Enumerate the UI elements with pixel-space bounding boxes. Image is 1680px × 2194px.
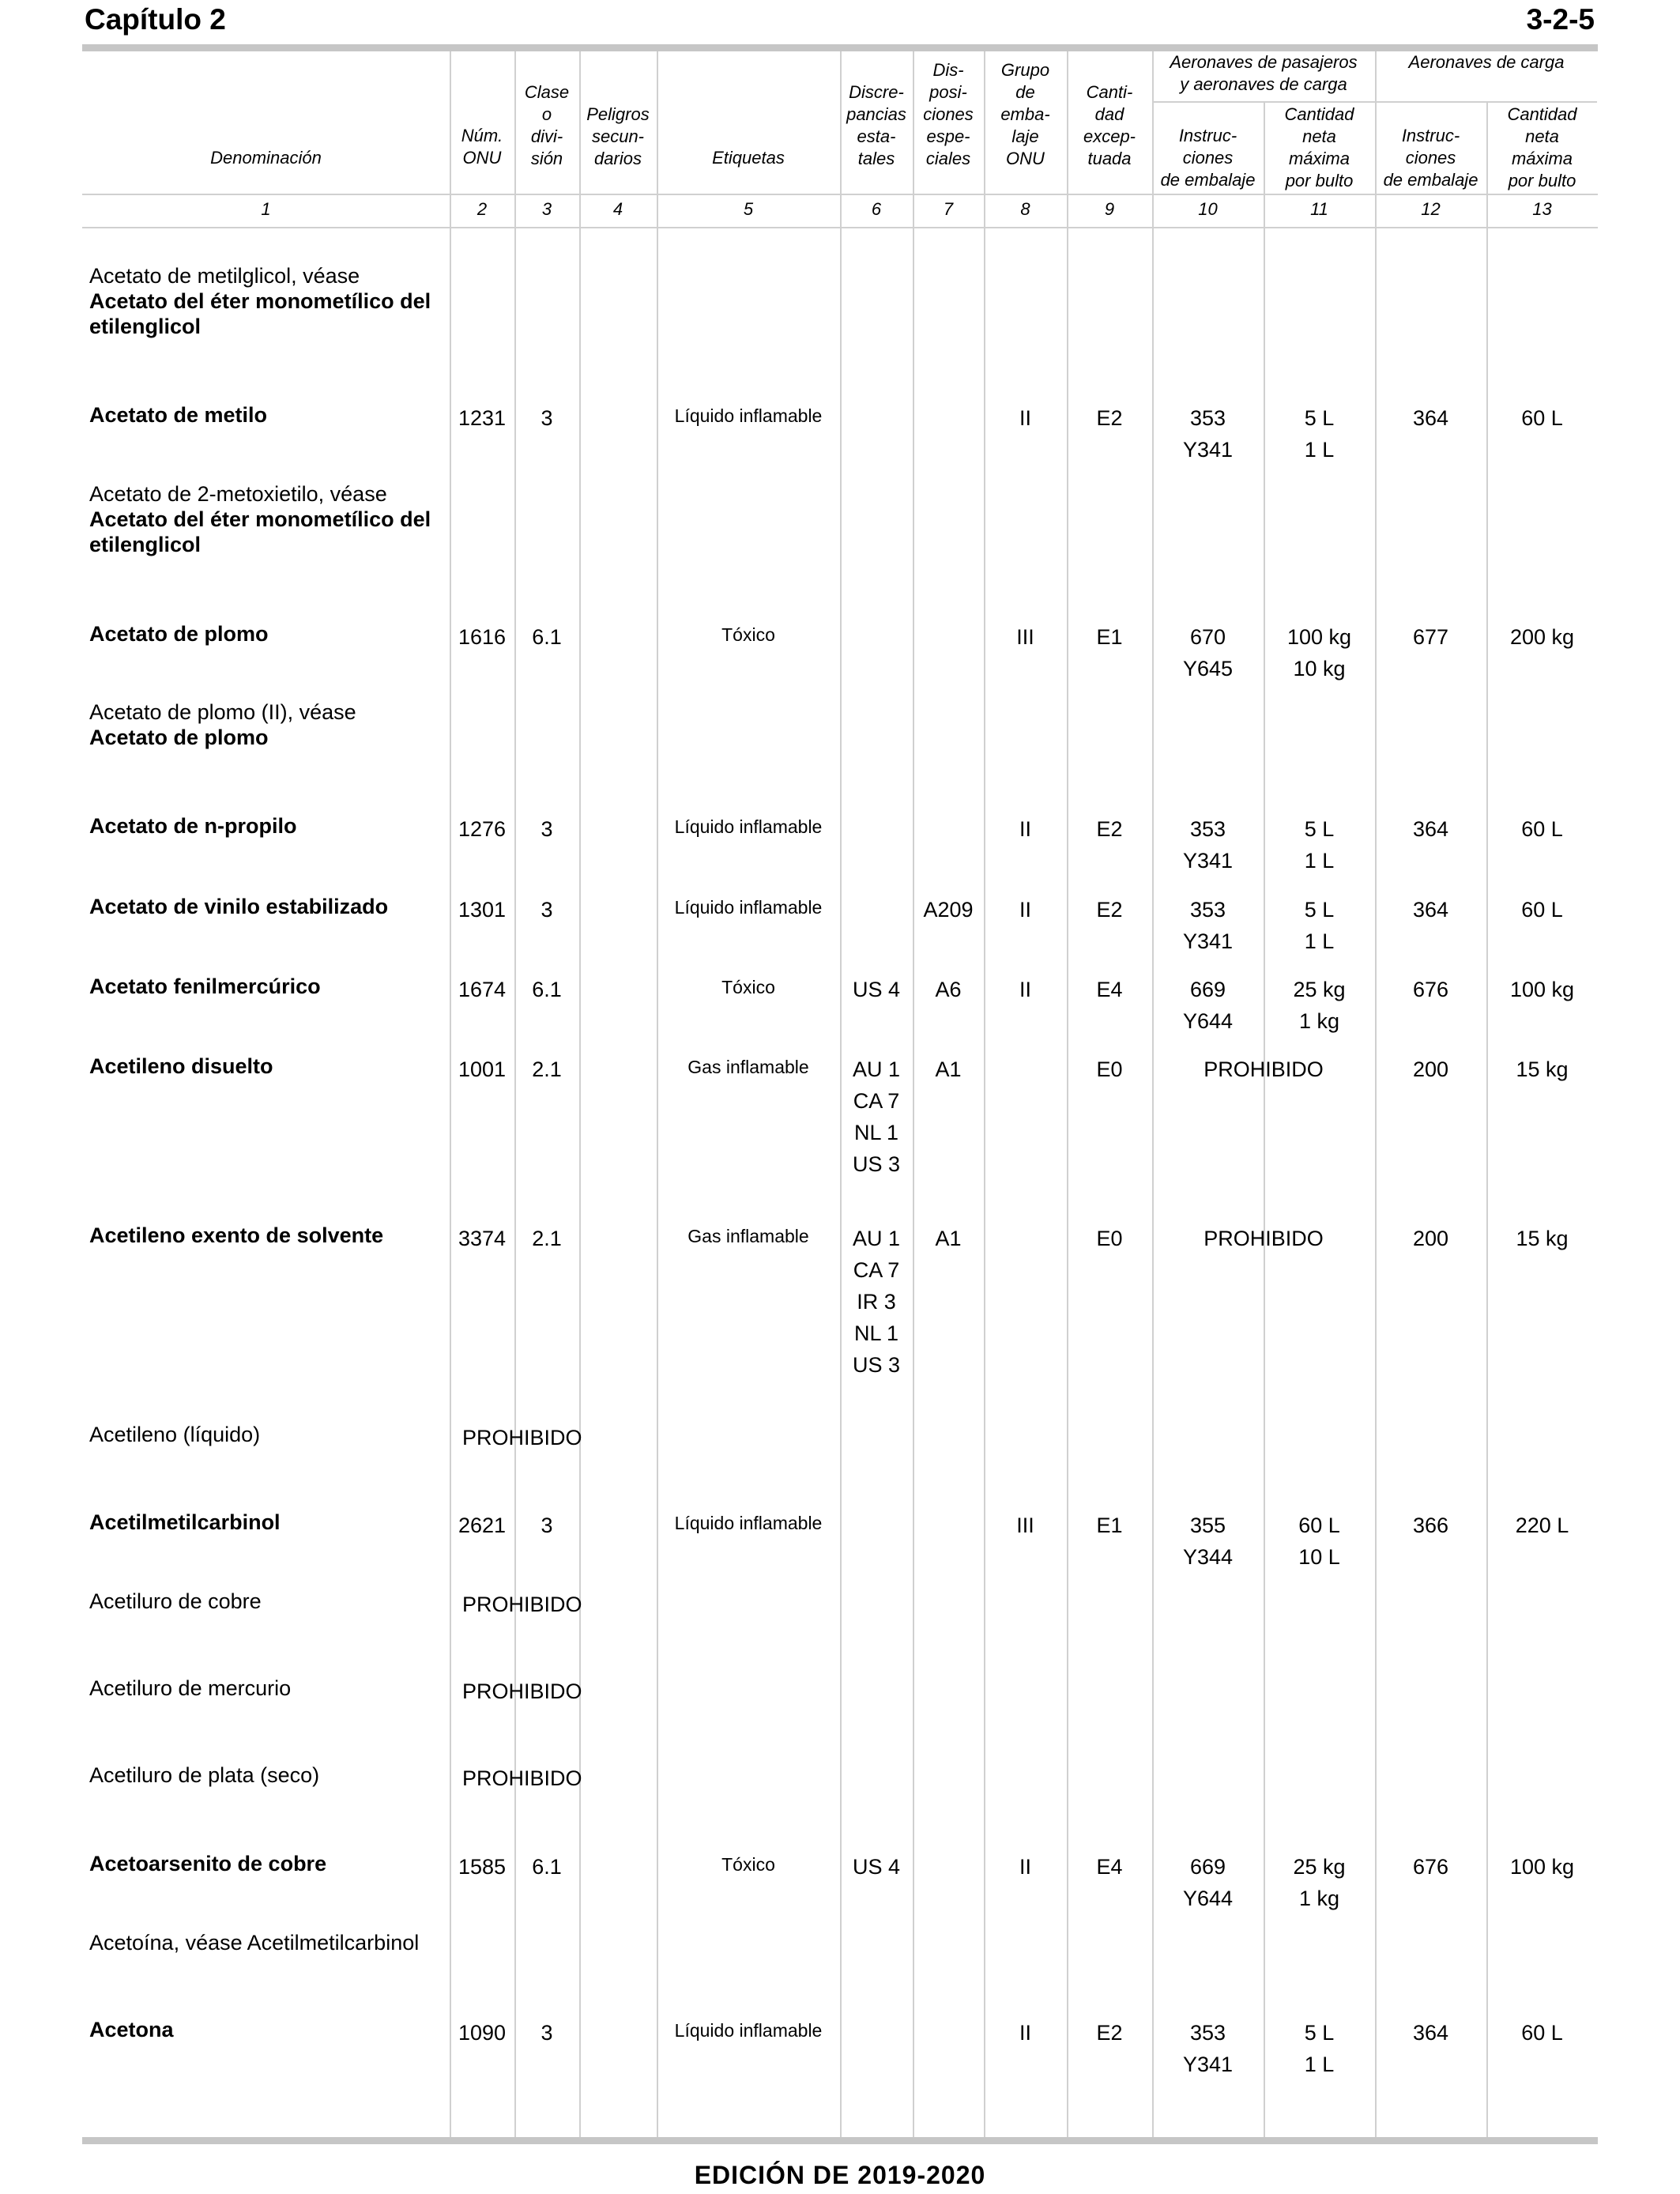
column-number: 11	[1310, 199, 1328, 219]
header-line: máxima	[1288, 149, 1350, 168]
value: 353	[1189, 817, 1226, 841]
max-quantity-cargo: 60 L	[1521, 2021, 1563, 2045]
value: 1 L	[1304, 438, 1335, 462]
substance-name	[89, 481, 445, 557]
header-divider	[82, 194, 1598, 195]
header-line: de	[1015, 82, 1035, 102]
value: Y644	[1182, 1887, 1234, 1910]
reference-text: Acetato de 2-metoxietilo, véase	[89, 482, 387, 506]
max-quantity-cargo: 60 L	[1521, 406, 1563, 430]
substance-name: Acetato fenilmercúrico	[89, 974, 321, 998]
header-line: ciones	[1182, 148, 1234, 168]
value: 5 L	[1304, 2021, 1335, 2045]
value: CA 7	[853, 1258, 900, 1282]
prohibited-label: PROHIBIDO	[462, 1593, 582, 1616]
value: 25 kg	[1293, 1855, 1346, 1879]
header-line: ciones	[923, 104, 974, 124]
col-divider	[1375, 51, 1377, 2137]
header-peligros	[579, 104, 657, 170]
header-line: Instruc-	[1401, 126, 1460, 145]
header-line: Instruc-	[1178, 126, 1237, 145]
header-line: tuada	[1087, 149, 1132, 168]
header-line: Cantidad	[1507, 104, 1577, 124]
header-group-carga: Aeronaves de carga	[1408, 52, 1565, 72]
packing-group: II	[1019, 2021, 1031, 2045]
column-number: 8	[1020, 199, 1030, 219]
value: NL 1	[853, 1121, 899, 1144]
substance-name: Acetiluro de cobre	[89, 1589, 262, 1613]
hazard-class: 3	[541, 406, 553, 430]
hazard-label: Líquido inflamable	[674, 2020, 823, 2041]
substance-name: Acetato de vinilo estabilizado	[89, 895, 389, 918]
header-line: o	[541, 104, 552, 124]
packing-instruction-pax	[1152, 621, 1264, 684]
column-number: 7	[943, 199, 954, 219]
hazard-class: 6.1	[532, 1855, 562, 1879]
substance-name: Acetileno exento de solvente	[89, 1223, 384, 1247]
max-quantity-pax	[1264, 1851, 1375, 1914]
prohibited-label: PROHIBIDO	[462, 1426, 582, 1449]
header-line: Núm.	[461, 126, 503, 145]
special-provision: A209	[923, 898, 974, 922]
max-quantity-cargo: 220 L	[1515, 1514, 1569, 1537]
substance-name: Acetato de n-propilo	[89, 814, 297, 838]
excepted-quantity: E2	[1096, 406, 1123, 430]
header-line: Peligros	[586, 104, 650, 124]
special-provision: A6	[935, 978, 962, 1001]
header-line: darios	[594, 149, 642, 168]
column-number: 3	[541, 199, 552, 219]
value: Y344	[1182, 1545, 1234, 1569]
max-quantity-pax	[1264, 974, 1375, 1037]
header-divider	[82, 227, 1598, 228]
packing-instruction-cargo: 364	[1412, 817, 1449, 841]
max-quantity-pax	[1264, 2017, 1375, 2080]
header-cantidad-neta-carga	[1486, 104, 1598, 192]
value: Y645	[1182, 657, 1234, 680]
value: US 3	[852, 1152, 901, 1176]
max-quantity-pax	[1264, 402, 1375, 466]
header-etiquetas: Etiquetas	[712, 148, 785, 168]
header-line: y aeronaves de carga	[1180, 74, 1347, 94]
header-line: Aeronaves de pasajeros	[1170, 52, 1358, 72]
packing-instruction-pax	[1152, 1851, 1264, 1914]
value: 669	[1189, 1855, 1226, 1879]
header-line: Grupo	[1000, 60, 1050, 80]
un-number: 3374	[458, 1227, 507, 1250]
header-line: sión	[530, 149, 563, 168]
reference-text: Acetato de plomo (II), véase	[89, 700, 356, 724]
hazard-label: Líquido inflamable	[674, 405, 823, 426]
value: 353	[1189, 898, 1226, 922]
chapter-title: Capítulo 2	[85, 3, 226, 36]
col-divider	[514, 51, 516, 2137]
hazard-label: Tóxico	[721, 624, 775, 645]
value: 353	[1189, 406, 1226, 430]
un-number: 1090	[458, 2021, 507, 2045]
max-quantity-cargo: 15 kg	[1516, 1227, 1569, 1250]
header-line: pancias	[846, 104, 906, 124]
hazard-class: 3	[541, 898, 553, 922]
value: 1 L	[1304, 929, 1335, 953]
excepted-quantity: E0	[1096, 1057, 1123, 1081]
hazard-label: Líquido inflamable	[674, 897, 823, 918]
value: 355	[1189, 1514, 1226, 1537]
excepted-quantity: E1	[1096, 1514, 1123, 1537]
header-line: ciones	[1405, 148, 1456, 168]
hazard-class: 6.1	[532, 978, 562, 1001]
packing-group: II	[1019, 406, 1031, 430]
value: 10 L	[1298, 1545, 1340, 1569]
un-number: 2621	[458, 1514, 507, 1537]
excepted-quantity: E2	[1096, 2021, 1123, 2045]
un-number: 1276	[458, 817, 507, 841]
col-divider	[657, 51, 658, 2137]
hazard-label: Líquido inflamable	[674, 1513, 823, 1533]
value: 5 L	[1304, 406, 1335, 430]
packing-instruction-cargo: 676	[1412, 978, 1449, 1001]
col-divider	[984, 51, 985, 2137]
packing-group: III	[1016, 1514, 1034, 1537]
header-line: neta	[1302, 126, 1336, 146]
column-number: 13	[1532, 199, 1552, 219]
header-cantidad-exceptuada	[1067, 81, 1152, 170]
substance-name: Acetato de metilo	[89, 403, 268, 427]
value: 5 L	[1304, 898, 1335, 922]
reference-text: Acetato de metilglicol, véase	[89, 264, 360, 288]
max-quantity-cargo: 15 kg	[1516, 1057, 1569, 1081]
header-line: emba-	[1000, 104, 1050, 124]
column-number: 6	[871, 199, 882, 219]
col-divider	[579, 51, 581, 2137]
column-number: 2	[477, 199, 488, 219]
state-variations	[840, 1223, 913, 1381]
value: IR 3	[857, 1290, 896, 1314]
max-quantity-pax	[1264, 1510, 1375, 1573]
column-number: 9	[1104, 199, 1115, 219]
value: AU 1	[852, 1227, 901, 1250]
column-number: 1	[261, 199, 271, 219]
special-provision: A1	[935, 1227, 962, 1250]
header-line: por bulto	[1285, 171, 1354, 190]
group-divider	[1152, 101, 1597, 103]
value: Y341	[1182, 438, 1234, 462]
value: 1 L	[1304, 2053, 1335, 2076]
header-line: excep-	[1083, 126, 1136, 146]
page-number: 3-2-5	[1526, 3, 1595, 36]
header-grupo	[984, 59, 1067, 170]
packing-group: II	[1019, 817, 1031, 841]
special-provision: A1	[935, 1057, 962, 1081]
reference-target: Acetato del éter monometílico del etilenglicol	[89, 507, 431, 556]
packing-instruction-cargo: 677	[1412, 625, 1449, 649]
packing-instruction-pax	[1152, 1510, 1264, 1573]
bottom-rule	[82, 2137, 1598, 2144]
header-line: por bulto	[1508, 171, 1576, 190]
header-line: Cantidad	[1284, 104, 1354, 124]
forbidden-pax: PROHIBIDO	[1203, 1227, 1324, 1250]
value: Y341	[1182, 929, 1234, 953]
un-number: 1231	[458, 406, 507, 430]
page-header	[83, 0, 1596, 44]
hazard-label: Tóxico	[721, 1854, 775, 1875]
column-number: 5	[743, 199, 754, 219]
substance-name: Acetona	[89, 2018, 174, 2041]
un-number: 1616	[458, 625, 507, 649]
header-line: espe-	[926, 126, 970, 146]
max-quantity-cargo: 100 kg	[1509, 978, 1575, 1001]
max-quantity-cargo: 60 L	[1521, 898, 1563, 922]
header-line: posi-	[929, 82, 967, 102]
header-line: secun-	[591, 126, 645, 146]
max-quantity-pax	[1264, 894, 1375, 957]
header-line: ONU	[1006, 149, 1045, 168]
header-line: laje	[1011, 126, 1039, 146]
reference-target: Acetato de plomo	[89, 726, 269, 749]
header-line: Canti-	[1086, 82, 1133, 102]
packing-instruction-cargo: 364	[1412, 2021, 1449, 2045]
substance-name: Acetileno (líquido)	[89, 1423, 261, 1446]
value: 670	[1189, 625, 1226, 649]
excepted-quantity: E4	[1096, 1855, 1123, 1879]
excepted-quantity: E2	[1096, 898, 1123, 922]
column-number: 4	[612, 199, 623, 219]
value: 5 L	[1304, 817, 1335, 841]
value: NL 1	[853, 1321, 899, 1345]
col-divider	[450, 51, 451, 2137]
packing-instruction-cargo: 200	[1412, 1227, 1449, 1250]
col-divider	[1152, 51, 1154, 2137]
header-line: ONU	[462, 148, 502, 168]
max-quantity-pax	[1264, 621, 1375, 684]
un-number: 1585	[458, 1855, 507, 1879]
excepted-quantity: E0	[1096, 1227, 1123, 1250]
substance-name: Acetiluro de plata (seco)	[89, 1763, 320, 1787]
column-number: 10	[1198, 199, 1218, 219]
header-disposiciones	[913, 59, 984, 170]
value: CA 7	[853, 1089, 900, 1113]
header-denominacion: Denominación	[210, 148, 322, 168]
column-number: 12	[1421, 199, 1441, 219]
packing-instruction-pax	[1152, 894, 1264, 957]
packing-group: III	[1016, 625, 1034, 649]
packing-instruction-cargo: 364	[1412, 898, 1449, 922]
header-num-onu	[450, 125, 514, 169]
packing-instruction-cargo: 366	[1412, 1514, 1449, 1537]
substance-name: Acetoarsenito de cobre	[89, 1852, 327, 1875]
value: 10 kg	[1293, 657, 1346, 680]
substance-name	[89, 263, 445, 339]
value: AU 1	[852, 1057, 901, 1081]
header-discrepancias	[840, 81, 913, 170]
header-instrucciones	[1152, 125, 1264, 191]
header-line: de embalaje	[1383, 170, 1478, 190]
value: Y644	[1182, 1009, 1234, 1033]
un-number: 1301	[458, 898, 507, 922]
header-clase	[514, 81, 579, 170]
value: 100 kg	[1286, 625, 1352, 649]
substance-name: Acetilmetilcarbinol	[89, 1510, 281, 1534]
value: 1 L	[1304, 849, 1335, 873]
packing-instruction-pax	[1152, 813, 1264, 876]
value: 669	[1189, 978, 1226, 1001]
header-line: Clase	[524, 82, 570, 102]
packing-instruction-cargo: 364	[1412, 406, 1449, 430]
value: US 3	[852, 1353, 901, 1377]
hazard-class: 3	[541, 2021, 553, 2045]
packing-group: II	[1019, 898, 1031, 922]
header-line: divi-	[530, 126, 563, 146]
value: 60 L	[1298, 1514, 1340, 1537]
prohibited-label: PROHIBIDO	[462, 1766, 582, 1790]
hazard-label: Líquido inflamable	[674, 816, 823, 837]
header-line: tales	[857, 149, 895, 168]
header-line: neta	[1525, 126, 1559, 146]
header-line: dad	[1094, 104, 1124, 124]
max-quantity-cargo: 100 kg	[1509, 1855, 1575, 1879]
hazard-class: 3	[541, 817, 553, 841]
state-variation: US 4	[852, 1855, 901, 1879]
hazard-label: Gas inflamable	[687, 1057, 809, 1077]
substance-name: Acetiluro de mercurio	[89, 1676, 292, 1700]
excepted-quantity: E1	[1096, 625, 1123, 649]
header-line: Discre-	[849, 82, 904, 102]
header-line: máxima	[1511, 149, 1573, 168]
reference-target: Acetato del éter monometílico del etilenglicol	[89, 289, 431, 338]
un-number: 1001	[458, 1057, 507, 1081]
header-group-pasajeros	[1152, 51, 1375, 96]
value: 353	[1189, 2021, 1226, 2045]
header-instrucciones-carga	[1375, 125, 1486, 191]
header-line: de embalaje	[1160, 170, 1256, 190]
value: Y341	[1182, 849, 1234, 873]
col-divider	[1067, 51, 1068, 2137]
packing-group: II	[1019, 978, 1031, 1001]
substance-name: Acetoína, véase Acetilmetilcarbinol	[89, 1931, 420, 1955]
packing-instruction-pax	[1152, 402, 1264, 466]
packing-group: II	[1019, 1855, 1031, 1879]
max-quantity-cargo: 200 kg	[1509, 625, 1575, 649]
value: 25 kg	[1293, 978, 1346, 1001]
packing-instruction-cargo: 200	[1412, 1057, 1449, 1081]
header-line: esta-	[857, 126, 896, 146]
header-cantidad-neta	[1264, 104, 1375, 192]
excepted-quantity: E2	[1096, 817, 1123, 841]
forbidden-pax: PROHIBIDO	[1203, 1057, 1324, 1081]
hazard-class: 2.1	[532, 1227, 562, 1250]
excepted-quantity: E4	[1096, 978, 1123, 1001]
hazard-class: 3	[541, 1514, 553, 1537]
hazard-label: Tóxico	[721, 977, 775, 997]
packing-instruction-pax	[1152, 2017, 1264, 2080]
header-line: Dis-	[932, 60, 964, 80]
value: Y341	[1182, 2053, 1234, 2076]
edition-footer: EDICIÓN DE 2019-2020	[694, 2161, 986, 2189]
prohibited-label: PROHIBIDO	[462, 1679, 582, 1703]
substance-name: Acetato de plomo	[89, 622, 269, 646]
un-number: 1674	[458, 978, 507, 1001]
top-rule	[82, 44, 1598, 51]
max-quantity-pax	[1264, 813, 1375, 876]
state-variation: US 4	[852, 978, 901, 1001]
packing-instruction-cargo: 676	[1412, 1855, 1449, 1879]
packing-instruction-pax	[1152, 974, 1264, 1037]
hazard-label: Gas inflamable	[687, 1226, 809, 1246]
state-variations	[840, 1054, 913, 1180]
value: 1 kg	[1298, 1887, 1340, 1910]
substance-name	[89, 699, 445, 750]
substance-name: Acetileno disuelto	[89, 1054, 273, 1078]
col-divider	[913, 51, 914, 2137]
value: 1 kg	[1298, 1009, 1340, 1033]
max-quantity-cargo: 60 L	[1521, 817, 1563, 841]
hazard-class: 2.1	[532, 1057, 562, 1081]
header-line: ciales	[925, 149, 971, 168]
hazard-class: 6.1	[532, 625, 562, 649]
